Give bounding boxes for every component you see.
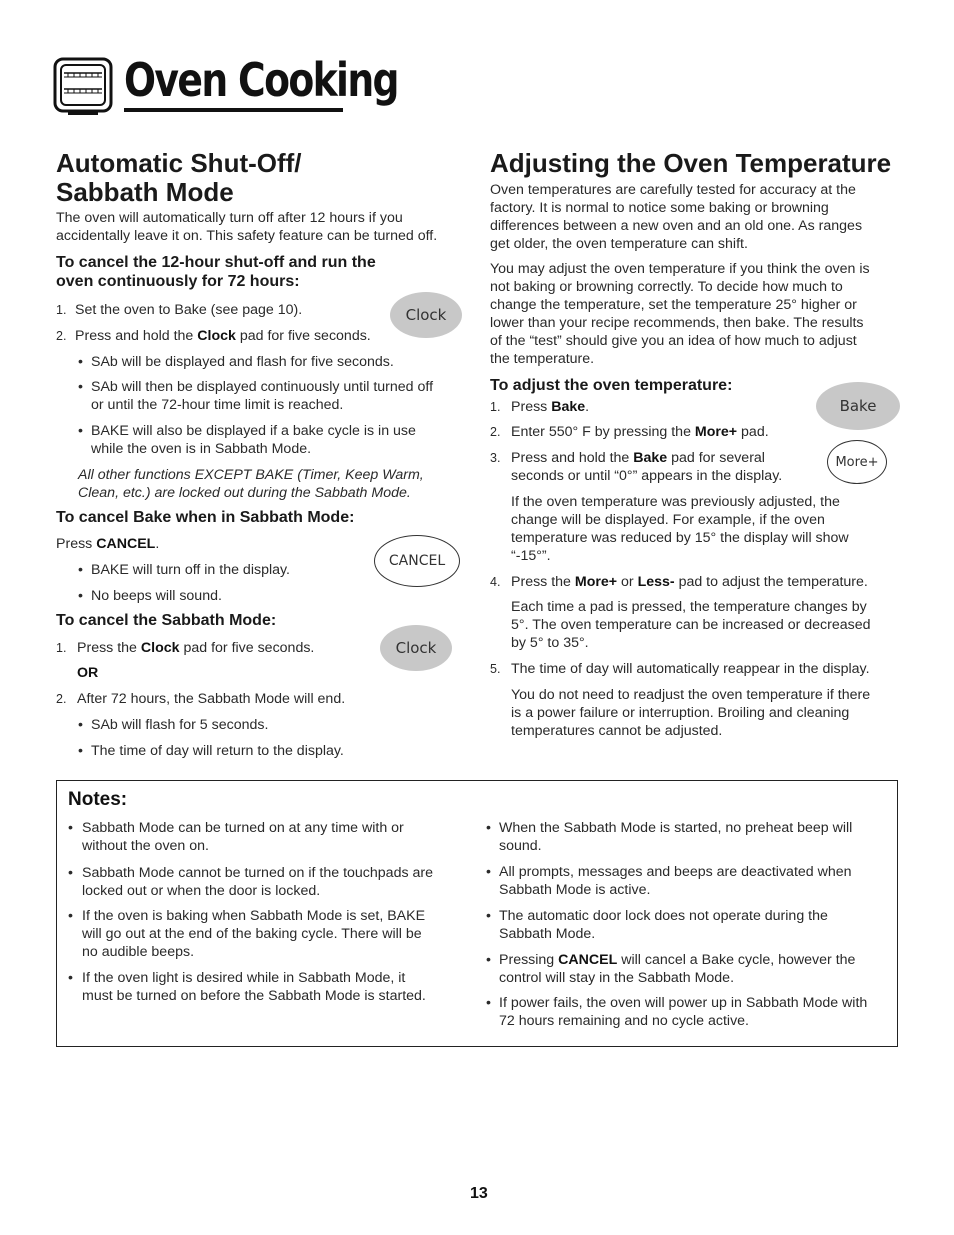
page-title: Oven Cooking [124,53,398,107]
text-line: Each time a pad is pressed, the temperature changes by [511,599,867,615]
text-line: All other functions EXCEPT BAKE (Timer, Keep Warm, [78,467,424,483]
step-text [511,573,868,591]
text-run: . [155,536,160,552]
bullet: • [78,743,83,759]
bake-pad: Bake [816,382,900,430]
text-line: Sabbath Mode can be turned on at any time with or [82,820,404,836]
text-line: or until the 72-hour time limit is reached. [91,397,344,413]
text-line: To cancel the 12-hour shut-off and run the [56,254,376,271]
text-line: locked out or when the door is locked. [82,883,321,899]
step-number: 1. [56,303,67,317]
step-detail [511,686,870,740]
note-text [82,969,426,1005]
section-heading-temperature: Adjusting the Oven Temperature [490,148,892,178]
subheading-adjust: To adjust the oven temperature: [490,377,733,394]
italic-note [78,466,424,502]
text-line: If the oven temperature was previously adjusted, the [511,494,840,510]
text-run: will cancel a Bake cycle, however the [617,952,856,968]
step-number: 4. [490,575,501,589]
text-line: the temperature. [490,351,595,367]
text-line: The oven will automatically turn off after 12 hours if you [56,210,403,226]
text-run: pad for five seconds. [179,640,315,656]
clock-pad: Clock [380,625,452,671]
text-line: If the oven is baking when Sabbath Mode is set, BAKE [82,908,426,924]
or-text: OR [77,665,99,681]
bullet: • [78,588,83,604]
text-run: Press and hold the [75,328,198,344]
text-run: pad for five seconds. [235,328,371,344]
note-text [82,907,425,961]
subheading-cancel-bake: To cancel Bake when in Sabbath Mode: [56,509,355,526]
bullet-text: The time of day will return to the display. [91,743,344,759]
text-run: Pressing [499,952,559,968]
heading-line: Automatic Shut-Off/ [56,148,302,178]
bullet: • [486,864,491,880]
step-number: 2. [56,692,67,706]
bullet: • [78,717,83,733]
bullet: • [68,820,73,836]
bullet-text: No beeps will sound. [91,588,222,604]
step-number: 3. [490,451,501,465]
step-text [75,327,371,345]
note-text [499,819,852,855]
step-number: 2. [56,329,67,343]
step-text [511,398,589,416]
heading-line: Sabbath Mode [56,177,234,207]
clock-term: Clock [197,328,236,344]
more-pad: More+ [827,440,887,484]
bullet: • [78,562,83,578]
text-line: SAb will then be displayed continuously until turned off [91,379,434,395]
bake-term: Bake [633,450,668,466]
cancel-term: CANCEL [558,952,618,968]
text-line: If power fails, the oven will power up in Sabbath Mode with [499,995,868,1011]
text-line: Oven temperatures are carefully tested for accuracy at the [490,182,856,198]
text-run: pad to adjust the temperature. [674,574,868,590]
more-term: More+ [694,424,738,440]
note-text [499,951,855,987]
cancel-term: CANCEL [96,536,156,552]
text-line: without the oven on. [82,838,209,854]
text-line: The automatic door lock does not operate during the [499,908,828,924]
text-line: no audible beeps. [82,944,195,960]
text-run: Press the [77,640,141,656]
text-line: seconds or until “0°” appears in the display. [511,468,783,484]
bullet: • [68,865,73,881]
text-line: is a power failure or interruption. Broiling and cleaning [511,705,850,721]
bullet-text: SAb will be displayed and flash for five seconds. [91,354,394,370]
text-line: not baking or browning correctly. To decide how much to [490,279,843,295]
note-text [82,819,404,855]
bullet: • [486,952,491,968]
text-line [511,449,782,467]
note-text [499,907,828,943]
step-number: 5. [490,662,501,676]
notes-title: Notes: [68,789,128,810]
subheading-cancel-sabbath: To cancel the Sabbath Mode: [56,612,277,629]
step-text: The time of day will automatically reappear in the display. [511,661,870,677]
text-line: BAKE will also be displayed if a bake cycle is in use [91,423,416,439]
text-line: change the temperature, set the temperature 25° higher or [490,297,857,313]
more-term: More+ [574,574,618,590]
text-line: lower than your recipe recommends, then bake. The results [490,315,864,331]
text-line: change will be displayed. For example, if the oven [511,512,825,528]
note-text [499,863,852,899]
step-number: 1. [490,400,501,414]
text-line: control will stay in the Sabbath Mode. [499,970,735,986]
clock-term: Clock [140,640,180,656]
step-text: After 72 hours, the Sabbath Mode will end. [77,691,346,707]
text-line: by 5° to 35°. [511,635,589,651]
bake-term: Bake [551,399,586,415]
text-line: You do not need to readjust the oven temperature if there [511,687,871,703]
text-line: sound. [499,838,542,854]
text-line: All prompts, messages and beeps are deactivated when [499,864,852,880]
text-run: Press [511,399,552,415]
bullet: • [68,908,73,924]
bullet: • [486,820,491,836]
bullet: • [486,995,491,1011]
text-line: Sabbath Mode cannot be turned on if the touchpads are [82,865,434,881]
text-line: must be turned on before the Sabbath Mode is started. [82,988,426,1004]
or-label [77,664,98,682]
paragraph [490,260,870,368]
step-detail [511,598,871,652]
clock-pad: Clock [390,292,462,338]
title-underline [124,108,343,112]
text-line: while the oven is in Sabbath Mode. [91,441,312,457]
bullet: • [486,908,491,924]
section-heading-sabbath [56,149,302,207]
text-run: Press and hold the [511,450,634,466]
press-cancel-text [56,535,159,553]
step-number: 2. [490,425,501,439]
less-term: Less- [637,574,675,590]
text-run: pad. [737,424,769,440]
text-line: temperatures cannot be adjusted. [511,723,723,739]
text-run: Enter 550° F by pressing the [511,424,695,440]
text-line: You may adjust the oven temperature if you think the oven is [490,261,870,277]
step-detail [511,493,849,565]
oven-icon [52,55,114,117]
text-line: get older, the oven temperature can shift. [490,236,748,252]
text-line: “-15°”. [511,548,551,564]
text-line: factory. It is normal to notice some baking or browning [490,200,829,216]
bullet-text [91,422,416,458]
step-text [511,449,782,485]
text-line: Sabbath Mode. [499,926,596,942]
cancel-pad: CANCEL [374,535,460,587]
paragraph [490,181,862,253]
text-line: Clean, etc.) are locked out during the Sabbath Mode. [78,485,411,501]
text-line: If the oven light is desired while in Sabbath Mode, it [82,970,406,986]
intro-paragraph [56,209,437,245]
text-line: of the “test” should give you an idea of how much to adjust [490,333,857,349]
bullet-text [91,378,433,414]
note-text [499,994,867,1030]
bullet-text: BAKE will turn off in the display. [91,562,290,578]
step-text [511,423,769,441]
text-run: . [585,399,590,415]
text-line: oven continuously for 72 hours: [56,273,300,290]
bullet-text: SAb will flash for 5 seconds. [91,717,269,733]
text-line: Sabbath Mode is active. [499,882,651,898]
text-line: 5°. The oven temperature can be increased or decreased [511,617,871,633]
text-run: Press [56,536,97,552]
text-run: Press the [511,574,575,590]
bullet: • [78,354,83,370]
text-run: or [617,574,638,590]
step-text: Set the oven to Bake (see page 10). [75,302,303,318]
subheading-cancel-shutoff [56,253,376,291]
bullet: • [68,970,73,986]
text-line: accidentally leave it on. This safety feature can be turned off. [56,228,438,244]
text-run: pad for several [667,450,765,466]
step-text [77,639,314,657]
text-line: 72 hours remaining and no cycle active. [499,1013,749,1029]
text-line: When the Sabbath Mode is started, no preheat beep will [499,820,853,836]
text-line: temperature was reduced by 15° the display will show [511,530,849,546]
note-text [82,864,433,900]
page-number: 13 [470,1185,488,1202]
bullet: • [78,423,83,439]
text-line [499,951,855,969]
step-number: 1. [56,641,67,655]
text-line: differences between a new oven and an old one. As ranges [490,218,863,234]
text-line: will go out at the end of the baking cycle. There will be [82,926,422,942]
bullet: • [78,379,83,395]
